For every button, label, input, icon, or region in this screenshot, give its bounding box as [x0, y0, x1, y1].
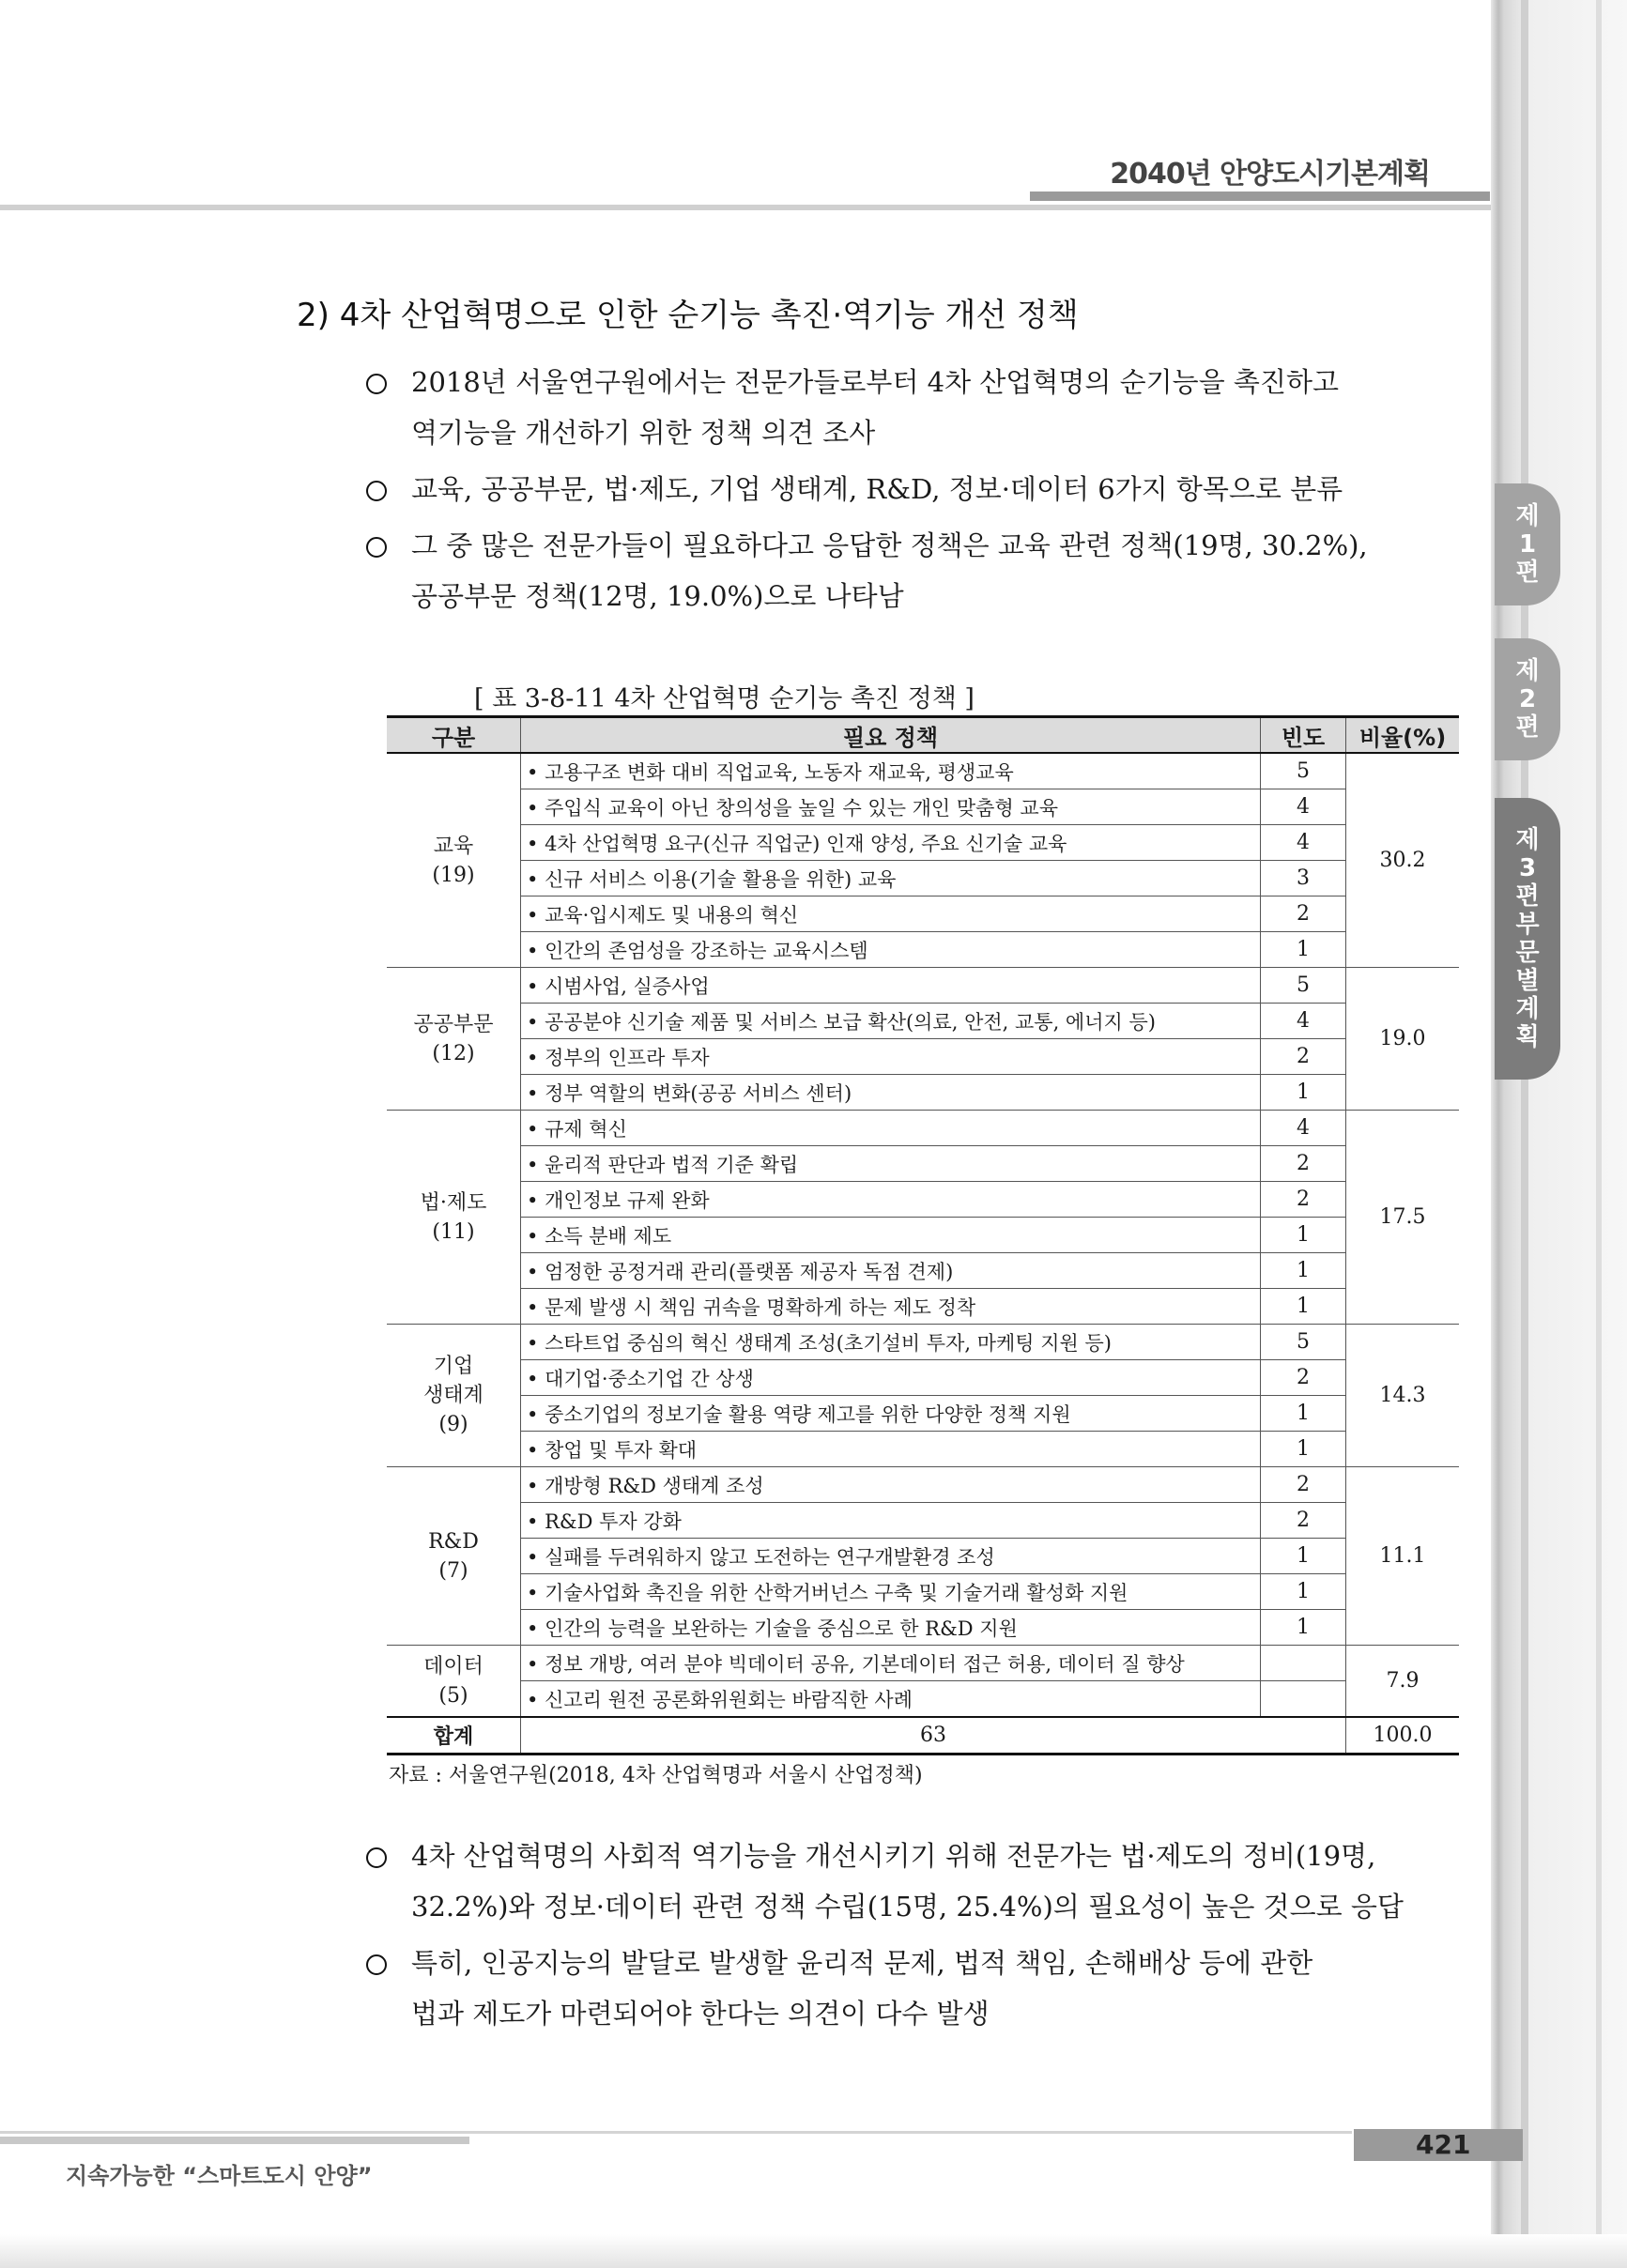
policy-item: • 중소기업의 정보기술 활용 역량 제고를 위한 다양한 정책 지원: [521, 1396, 1261, 1432]
category-count: (9): [438, 1413, 468, 1436]
policy-item: • 문제 발생 시 책임 귀속을 명확하게 하는 제도 정착: [521, 1289, 1261, 1325]
frequency-cell: 5: [1261, 753, 1346, 789]
side-tab-char: 문: [1515, 939, 1540, 967]
frequency-cell: 5: [1261, 1325, 1346, 1360]
frequency-cell: 4: [1261, 1004, 1346, 1039]
page-edge-line-outer: [1596, 0, 1602, 2268]
frequency-cell: 1: [1261, 1253, 1346, 1289]
frequency-cell: 3: [1261, 861, 1346, 896]
bullet-list-bottom: [366, 1831, 1408, 2045]
policy-item: • 고용구조 변화 대비 직업교육, 노동자 재교육, 평생교육: [521, 753, 1261, 789]
table-row: [387, 1681, 1459, 1718]
policy-item: • 인간의 존엄성을 강조하는 교육시스템: [521, 932, 1261, 968]
frequency-cell: 1: [1261, 1574, 1346, 1610]
table-row: [387, 932, 1459, 968]
frequency-cell: 2: [1261, 1039, 1346, 1075]
category-count: (11): [432, 1219, 475, 1244]
side-tab-char: 1: [1518, 530, 1537, 559]
table-row: [387, 1039, 1459, 1075]
policy-item: • 인간의 능력을 보완하는 기술을 중심으로 한 R&D 지원: [521, 1610, 1261, 1646]
table-row: [387, 1610, 1459, 1646]
page-edge-line: [1521, 0, 1528, 2268]
category-cell: [387, 968, 521, 1111]
side-tab-char: 편: [1515, 882, 1540, 911]
frequency-cell: 2: [1261, 1467, 1346, 1503]
frequency-cell: 1: [1261, 1432, 1346, 1467]
header-rule-dark: [1030, 192, 1490, 201]
policy-item: • 기술사업화 촉진을 위한 산학거버넌스 구축 및 기술거래 활성화 지원: [521, 1574, 1261, 1610]
category-cell: [387, 753, 521, 968]
table-row: [387, 1467, 1459, 1503]
header-frequency: 빈도: [1261, 717, 1346, 754]
frequency-cell: 2: [1261, 1146, 1346, 1182]
page-number: 421: [1416, 2129, 1471, 2160]
policy-item: • 엄정한 공정거래 관리(플랫폼 제공자 독점 견제): [521, 1253, 1261, 1289]
frequency-cell: 5: [1261, 968, 1346, 1004]
category-name: 공공부문: [413, 1012, 494, 1036]
category-cell: [387, 1111, 521, 1325]
ratio-cell: 11.1: [1346, 1467, 1460, 1646]
table-row: [387, 1574, 1459, 1610]
table-source: 자료 : 서울연구원(2018, 4차 산업혁명과 서울시 산업정책): [389, 1764, 923, 1787]
category-name: 데이터: [423, 1654, 483, 1678]
policy-item: • 대기업·중소기업 간 상생: [521, 1360, 1261, 1396]
bullet-line: 법과 제도가 마련되어야 한다는 의견이 다수 발생: [411, 1998, 990, 2030]
category-cell: [387, 1325, 521, 1467]
policy-item: • 창업 및 투자 확대: [521, 1432, 1261, 1467]
side-tab-char: 2: [1518, 685, 1537, 713]
side-tab-char: 별: [1515, 967, 1540, 995]
policy-item: • 정부의 인프라 투자: [521, 1039, 1261, 1075]
table-row: [387, 1432, 1459, 1467]
table-row: [387, 968, 1459, 1004]
policy-item: • 주입식 교육이 아닌 창의성을 높일 수 있는 개인 맞춤형 교육: [521, 789, 1261, 825]
side-tab-char: 편: [1515, 559, 1540, 587]
policy-item: • 규제 혁신: [521, 1111, 1261, 1146]
table-row: [387, 825, 1459, 861]
header-category: 구분: [387, 717, 521, 754]
category-count: (7): [438, 1558, 468, 1583]
bullet-item: [366, 520, 1408, 621]
frequency-cell: [1261, 1681, 1346, 1718]
frequency-cell: 4: [1261, 1111, 1346, 1146]
table-caption-text: [ 표 3-8-11 4차 산업혁명 순기능 촉진 정책 ]: [474, 684, 975, 713]
frequency-cell: 1: [1261, 1075, 1346, 1111]
bullet-item: [366, 1938, 1408, 2039]
bullet-line: 특히, 인공지능의 발달로 발생할 윤리적 문제, 법적 책임, 손해배상 등에 관한: [411, 1947, 1313, 1979]
category-count: (5): [438, 1683, 468, 1708]
total-row: [387, 1717, 1459, 1755]
frequency-cell: 2: [1261, 1360, 1346, 1396]
policy-item: • 개방형 R&D 생태계 조성: [521, 1467, 1261, 1503]
frequency-cell: 1: [1261, 1539, 1346, 1574]
category-name: 기업: [433, 1355, 474, 1378]
table-header-row: [387, 717, 1459, 754]
table-row: [387, 1182, 1459, 1218]
frequency-cell: 2: [1261, 1503, 1346, 1539]
policy-item: • 정보 개방, 여러 분야 빅데이터 공유, 기본데이터 접근 허용, 데이터 질 향상: [521, 1646, 1261, 1681]
section-title: 2) 4차 산업혁명으로 인한 순기능 촉진·역기능 개선 정책: [297, 297, 1079, 334]
side-tab-char: 계: [1515, 995, 1540, 1023]
frequency-cell: 1: [1261, 932, 1346, 968]
table-row: [387, 1218, 1459, 1253]
policy-item: • R&D 투자 강화: [521, 1503, 1261, 1539]
bullet-item: [366, 1831, 1408, 1932]
table-row: [387, 1146, 1459, 1182]
frequency-cell: 1: [1261, 1610, 1346, 1646]
ratio-cell: 14.3: [1346, 1325, 1460, 1467]
ratio-cell: 17.5: [1346, 1111, 1460, 1325]
frequency-cell: 1: [1261, 1396, 1346, 1432]
table-row: [387, 1503, 1459, 1539]
page-edge: [1491, 0, 1627, 2268]
table-row: [387, 1396, 1459, 1432]
frequency-cell: 4: [1261, 825, 1346, 861]
ratio-cell: 30.2: [1346, 753, 1460, 968]
footer-rule: [0, 2131, 1352, 2134]
ratio-cell: 7.9: [1346, 1646, 1460, 1718]
bullet-line: 교육, 공공부문, 법·제도, 기업 생태계, R&D, 정보·데이터 6가지 항목으로 분류: [411, 473, 1343, 505]
bullet-line: 역기능을 개선하기 위한 정책 의견 조사: [411, 417, 876, 449]
category-count: (12): [432, 1041, 475, 1065]
policy-table: [387, 715, 1459, 1755]
table-row: [387, 1111, 1459, 1146]
side-tab-char: 제: [1515, 826, 1540, 854]
side-tab-char: 3: [1518, 854, 1537, 882]
side-tab-part-1[interactable]: [1495, 483, 1560, 605]
category-name: R&D: [428, 1529, 479, 1554]
bullet-line: 32.2%)와 정보·데이터 관련 정책 수립(15명, 25.4%)의 필요성이 높은 것으로 응답: [411, 1891, 1404, 1923]
bullet-line: 2018년 서울연구원에서는 전문가들로부터 4차 산업혁명의 순기능을 촉진하고: [411, 366, 1339, 398]
table-row: [387, 1646, 1459, 1681]
table-row: [387, 1004, 1459, 1039]
category-name: 교육: [433, 834, 474, 858]
category-cell: [387, 1467, 521, 1646]
policy-item: • 신고리 원전 공론화위원회는 바람직한 사례: [521, 1681, 1261, 1718]
policy-item: • 스타트업 중심의 혁신 생태계 조성(초기설비 투자, 마케팅 지원 등): [521, 1325, 1261, 1360]
frequency-cell: 2: [1261, 896, 1346, 932]
table-row: [387, 1325, 1459, 1360]
category-name: 법·제도: [420, 1190, 487, 1215]
table-row: [387, 896, 1459, 932]
bullet-item: [366, 357, 1408, 458]
frequency-cell: 4: [1261, 789, 1346, 825]
bullet-line: 공공부문 정책(12명, 19.0%)으로 나타남: [411, 580, 904, 612]
policy-item: • 신규 서비스 이용(기술 활용을 위한) 교육: [521, 861, 1261, 896]
policy-item: • 교육·입시제도 및 내용의 혁신: [521, 896, 1261, 932]
table-row: [387, 789, 1459, 825]
table-row: [387, 753, 1459, 789]
footer-text: 지속가능한 “스마트도시 안양”: [66, 2163, 373, 2189]
header-rule-light: [0, 205, 1491, 210]
table-row: [387, 1360, 1459, 1396]
bullet-line: 4차 산업혁명의 사회적 역기능을 개선시키기 위해 전문가는 법·제도의 정비(19명,: [411, 1840, 1376, 1872]
category-count: (19): [432, 863, 475, 887]
category-name: 생태계: [423, 1384, 483, 1407]
frequency-cell: 1: [1261, 1218, 1346, 1253]
frequency-cell: 2: [1261, 1182, 1346, 1218]
header-ratio: 비율(%): [1346, 717, 1460, 754]
bullet-line: 그 중 많은 전문가들이 필요하다고 응답한 정책은 교육 관련 정책(19명, 30.2%),: [411, 529, 1368, 561]
bullet-item: [366, 464, 1408, 514]
table-row: [387, 1075, 1459, 1111]
table-row: [387, 1289, 1459, 1325]
header-title: 2040년 안양도시기본계획: [1110, 158, 1430, 191]
frequency-cell: [1261, 1646, 1346, 1681]
policy-table-body: [387, 753, 1459, 1755]
bullet-list-top: [366, 357, 1408, 627]
table-row: [387, 1539, 1459, 1574]
footer-rule-dark: [0, 2137, 469, 2144]
policy-item: • 4차 산업혁명 요구(신규 직업군) 인재 양성, 주요 신기술 교육: [521, 825, 1261, 861]
side-tab-char: 획: [1515, 1023, 1540, 1051]
policy-item: • 윤리적 판단과 법적 기준 확립: [521, 1146, 1261, 1182]
policy-item: • 시범사업, 실증사업: [521, 968, 1261, 1004]
frequency-cell: 1: [1261, 1289, 1346, 1325]
total-label: 합계: [387, 1717, 521, 1755]
policy-item: • 소득 분배 제도: [521, 1218, 1261, 1253]
category-cell: [387, 1646, 521, 1718]
policy-item: • 공공분야 신기술 제품 및 서비스 보급 확산(의료, 안전, 교통, 에너지 등): [521, 1004, 1261, 1039]
policy-item: • 개인정보 규제 완화: [521, 1182, 1261, 1218]
side-tab-char: 제: [1515, 657, 1540, 685]
side-tab-char: 제: [1515, 502, 1540, 530]
side-tab-char: 부: [1515, 911, 1540, 939]
side-tab-char: 편: [1515, 713, 1540, 742]
side-tab-part-3[interactable]: [1495, 798, 1560, 1080]
header-policy: 필요 정책: [521, 717, 1261, 754]
total-ratio: 100.0: [1346, 1717, 1460, 1755]
page-bottom-shadow: [0, 2234, 1627, 2268]
table-row: [387, 861, 1459, 896]
table-caption: [0, 678, 1627, 714]
policy-item: • 실패를 두려워하지 않고 도전하는 연구개발환경 조성: [521, 1539, 1261, 1574]
total-frequency: 63: [521, 1717, 1346, 1755]
policy-item: • 정부 역할의 변화(공공 서비스 센터): [521, 1075, 1261, 1111]
ratio-cell: 19.0: [1346, 968, 1460, 1111]
table-row: [387, 1253, 1459, 1289]
